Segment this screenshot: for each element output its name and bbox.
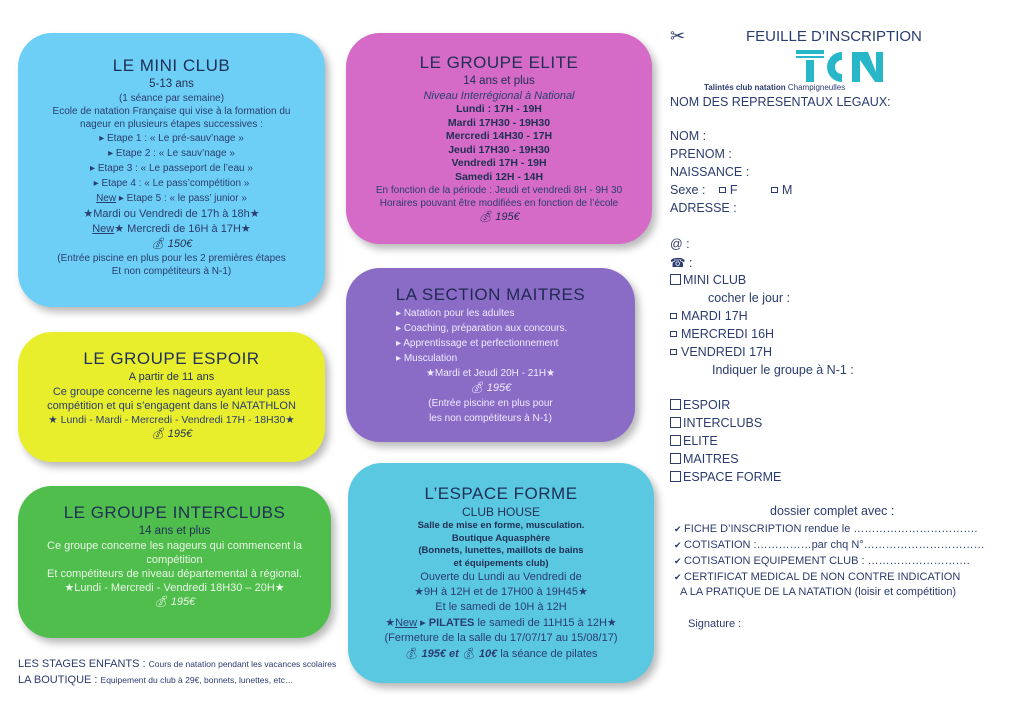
phone-field[interactable]: ☎ : <box>670 256 693 270</box>
checkbox-icon <box>670 435 681 446</box>
maitres-item: ▸ Natation pour les adultes <box>396 308 515 319</box>
mini-club-step: ▸ Etape 1 : « Le pré-sauv’nage » <box>99 133 244 144</box>
mini-club-step-5: New ▸ Etape 5 : « le pass’ junior » <box>96 193 247 204</box>
elite-time: Samedi 12H - 14H <box>454 170 544 183</box>
maitres-card <box>346 268 635 442</box>
forme-pilates: ★New ▸ PILATES le samedi de 11H15 à 12H★ <box>385 617 617 629</box>
nom-field[interactable]: NOM : <box>670 129 707 143</box>
elite-time: Vendredi 17H - 19H <box>451 157 547 169</box>
mini-club-desc-1: Ecole de natation Française qui vise à la formation du <box>52 106 291 117</box>
interclubs-price: 💰︎ 195€ <box>153 596 196 608</box>
money-bag-icon: 💰︎ <box>478 211 496 223</box>
new-badge: New <box>96 193 117 204</box>
checkbox-icon <box>670 313 677 319</box>
bullet-icon: ▸ <box>396 308 404 319</box>
bullet-icon: ▸ <box>116 193 127 204</box>
group-checkbox[interactable]: ESPACE FORME <box>670 470 781 484</box>
forme-bold-4: et équipements club) <box>453 557 549 569</box>
check-item: ✔ COTISATION :……………par chq N°…………………………… <box>674 539 985 551</box>
group-checkbox[interactable]: INTERCLUBS <box>670 416 762 430</box>
espoir-price: 💰︎ 195€ <box>150 428 193 440</box>
elite-time: Jeudi 17H30 - 19H30 <box>448 143 550 156</box>
bullet-icon: ▸ <box>93 178 102 189</box>
forme-bold-3: (Bonnets, lunettes, maillots de bains <box>418 545 584 556</box>
group-checkbox[interactable]: ESPOIR <box>670 398 730 412</box>
day-checkbox[interactable]: MERCREDI 16H <box>670 327 774 341</box>
money-bag-icon: 💰︎ <box>404 648 422 660</box>
club-logo <box>794 48 884 87</box>
forme-club-house: CLUB HOUSE <box>461 505 541 519</box>
scissors-icon: ✂ <box>670 26 686 46</box>
indiquer-label: Indiquer le groupe à N-1 : <box>712 363 854 377</box>
checkbox-icon <box>670 417 681 428</box>
reps-label: NOM DES REPRESENTAUX LEGAUX: <box>670 95 891 109</box>
checkmark-icon: ✔ <box>674 524 685 534</box>
star-icon: ★ <box>385 617 396 629</box>
mini-club-age: 5-13 ans <box>149 78 194 90</box>
naissance-field[interactable]: NAISSANCE : <box>670 165 750 179</box>
elite-time: Mercredi 14H30 - 17H <box>445 130 553 142</box>
checkbox-icon <box>719 187 726 193</box>
forme-open-1: Ouverte du Lundi au Vendredi de <box>420 571 582 583</box>
espace-forme-card <box>348 463 654 683</box>
elite-note-1: En fonction de la période : Jeudi et vendredi 8H - 9H 30 <box>375 185 623 196</box>
money-bag-icon: 💰︎ <box>150 428 168 440</box>
check-item: ✔ CERTIFICAT MEDICAL DE NON CONTRE INDICATION <box>674 571 961 583</box>
interclubs-card <box>18 486 331 638</box>
forme-bold-2: Boutique Aquasphère <box>451 532 551 544</box>
elite-level: Niveau Interrégional à National <box>423 90 575 102</box>
bullet-icon: ▸ <box>417 617 429 629</box>
bullet-icon: ▸ <box>396 338 404 349</box>
mini-club-card <box>18 33 325 307</box>
check-item: ✔ FICHE D’INSCRIPTION rendue le ……………………………. <box>674 523 978 535</box>
checkbox-icon <box>670 399 681 410</box>
espoir-schedule: ★ Lundi - Mardi - Mercredi - Vendredi 17H - 18H30★ <box>48 414 295 426</box>
phone-icon: ☎ <box>670 256 690 270</box>
money-bag-icon: 💰︎ <box>153 596 171 608</box>
forme-price: 💰︎ 195€ et 💰︎ 10€ la séance de pilates <box>404 648 598 660</box>
maitres-schedule: ★Mardi et Jeudi 20H - 21H★ <box>425 368 556 379</box>
forme-open-2: ★9H à 12H et de 17H00 à 19H45★ <box>414 586 588 598</box>
elite-time: Mardi 17H30 - 19H30 <box>447 116 551 129</box>
maitres-note-1: (Entrée piscine en plus pour <box>428 398 553 409</box>
elite-price: 💰︎ 195€ <box>478 211 520 223</box>
mini-club-freq: (1 séance par semaine) <box>118 93 225 104</box>
elite-age: 14 ans et plus <box>463 75 535 87</box>
espoir-desc-1: Ce groupe concerne les nageurs ayant leur pass <box>52 386 291 398</box>
adresse-field[interactable]: ADRESSE : <box>670 201 737 215</box>
cocher-label: cocher le jour : <box>708 291 790 305</box>
checkbox-icon <box>670 331 677 337</box>
logo-subtitle: Talintés club natation Champigneulles <box>704 83 846 92</box>
tcn-logo-icon <box>794 48 884 84</box>
interclubs-desc-2: compétition <box>146 554 203 566</box>
bullet-icon: ▸ <box>99 133 108 144</box>
check-item: ✔ COTISATION EQUIPEMENT CLUB : ………………………. <box>674 555 970 567</box>
checkbox-icon <box>670 471 681 482</box>
espoir-title: LE GROUPE ESPOIR <box>83 349 260 368</box>
money-bag-icon: 💰︎ <box>469 382 487 394</box>
signature-field[interactable]: Signature : <box>688 618 742 630</box>
maitres-item: ▸ Musculation <box>396 353 458 364</box>
day-checkbox[interactable]: VENDREDI 17H <box>670 345 772 359</box>
checkmark-icon: ✔ <box>674 540 685 550</box>
interclubs-title: LE GROUPE INTERCLUBS <box>63 503 286 522</box>
new-badge: New <box>395 617 418 629</box>
mini-club-note-2: Et non compétiteurs à N-1) <box>111 266 232 277</box>
forme-title: L’ESPACE FORME <box>424 484 578 503</box>
elite-note-2: Horaires pouvant être modifiées en fonction de l’école <box>379 198 619 209</box>
espoir-desc-2: compétition et qui s’engagent dans le NATATHLON <box>47 400 296 412</box>
sexe-m-checkbox[interactable]: M <box>771 183 792 197</box>
mini-club-price: 💰︎ 150€ <box>150 238 193 250</box>
boutique-line: LA BOUTIQUE : Equipement du club à 29€, bonnets, lunettes, etc… <box>18 674 294 686</box>
group-checkbox[interactable]: MAITRES <box>670 452 739 466</box>
interclubs-desc-3: Et compétiteurs de niveau départemental à régional. <box>47 568 302 580</box>
mini-club-step: ▸ Etape 2 : « Le sauv’nage » <box>108 148 235 159</box>
elite-title: LE GROUPE ELITE <box>419 53 579 72</box>
forme-open-3: Et le samedi de 10H à 12H <box>435 601 567 613</box>
email-field[interactable]: @ : <box>670 237 690 251</box>
prenom-field[interactable]: PRENOM : <box>670 147 732 161</box>
sexe-f-checkbox[interactable]: F <box>719 183 738 197</box>
check-item-continued: A LA PRATIQUE DE LA NATATION (loisir et compétition) <box>680 586 957 598</box>
checkbox-icon <box>670 349 677 355</box>
mini-club-note-1: (Entrée piscine en plus pour les 2 premières étapes <box>57 253 286 264</box>
money-bag-icon: 💰︎ <box>461 648 479 660</box>
mini-club-schedule-1: ★Mardi ou Vendredi de 17h à 18h★ <box>83 208 260 220</box>
interclubs-age: 14 ans et plus <box>138 525 211 537</box>
espoir-age: A partir de 11 ans <box>128 371 215 383</box>
sexe-field: Sexe : F M <box>670 183 793 197</box>
checkbox-icon <box>771 187 778 193</box>
checkbox-icon <box>670 274 681 285</box>
checkmark-icon: ✔ <box>674 572 685 582</box>
mini-club-step: ▸ Etape 3 : « Le passeport de l’eau » <box>90 163 253 174</box>
forme-bold-1: Salle de mise en forme, musculation. <box>417 520 585 531</box>
forme-closing: (Fermeture de la salle du 17/07/17 au 15/08/17) <box>384 632 618 644</box>
money-bag-icon: 💰︎ <box>150 238 168 250</box>
day-checkbox[interactable]: MARDI 17H <box>670 309 748 323</box>
mini-club-title: LE MINI CLUB <box>112 56 231 75</box>
mini-club-schedule-2: New★ Mercredi de 16H à 17H★ <box>92 223 251 235</box>
stages-line: LES STAGES ENFANTS : Cours de natation pendant les vacances scolaires <box>18 658 337 670</box>
maitres-item: ▸ Apprentissage et perfectionnement <box>396 338 559 349</box>
interclubs-schedule: ★Lundi - Mercredi - Vendredi 18H30 – 20H★ <box>64 582 285 594</box>
checkmark-icon: ✔ <box>674 556 685 566</box>
elite-time: Lundi : 17H - 19H <box>456 103 542 115</box>
maitres-title: LA SECTION MAITRES <box>395 285 586 304</box>
espoir-card <box>18 332 325 462</box>
mini-club-step: ▸ Etape 4 : « Le pass’compétition » <box>93 178 250 189</box>
mini-club-checkbox[interactable]: MINI CLUB <box>670 273 746 287</box>
elite-card <box>346 33 652 244</box>
bullet-icon: ▸ <box>396 323 404 334</box>
bullet-icon: ▸ <box>90 163 98 174</box>
dossier-label: dossier complet avec : <box>770 504 895 518</box>
bullet-icon: ▸ <box>108 148 116 159</box>
maitres-item: ▸ Coaching, préparation aux concours. <box>396 323 568 334</box>
mini-club-desc-2: nageur en plusieurs étapes successives : <box>80 119 263 130</box>
checkbox-icon <box>670 453 681 464</box>
new-badge: New <box>92 223 115 235</box>
maitres-note-2: les non compétiteurs à N-1) <box>429 413 552 424</box>
form-title: FEUILLE D’INSCRIPTION <box>746 28 922 45</box>
maitres-price: 💰︎ 195€ <box>469 382 512 394</box>
group-checkbox[interactable]: ELITE <box>670 434 718 448</box>
interclubs-desc-1: Ce groupe concerne les nageurs qui commencent la <box>47 540 302 552</box>
bullet-icon: ▸ <box>396 353 404 364</box>
